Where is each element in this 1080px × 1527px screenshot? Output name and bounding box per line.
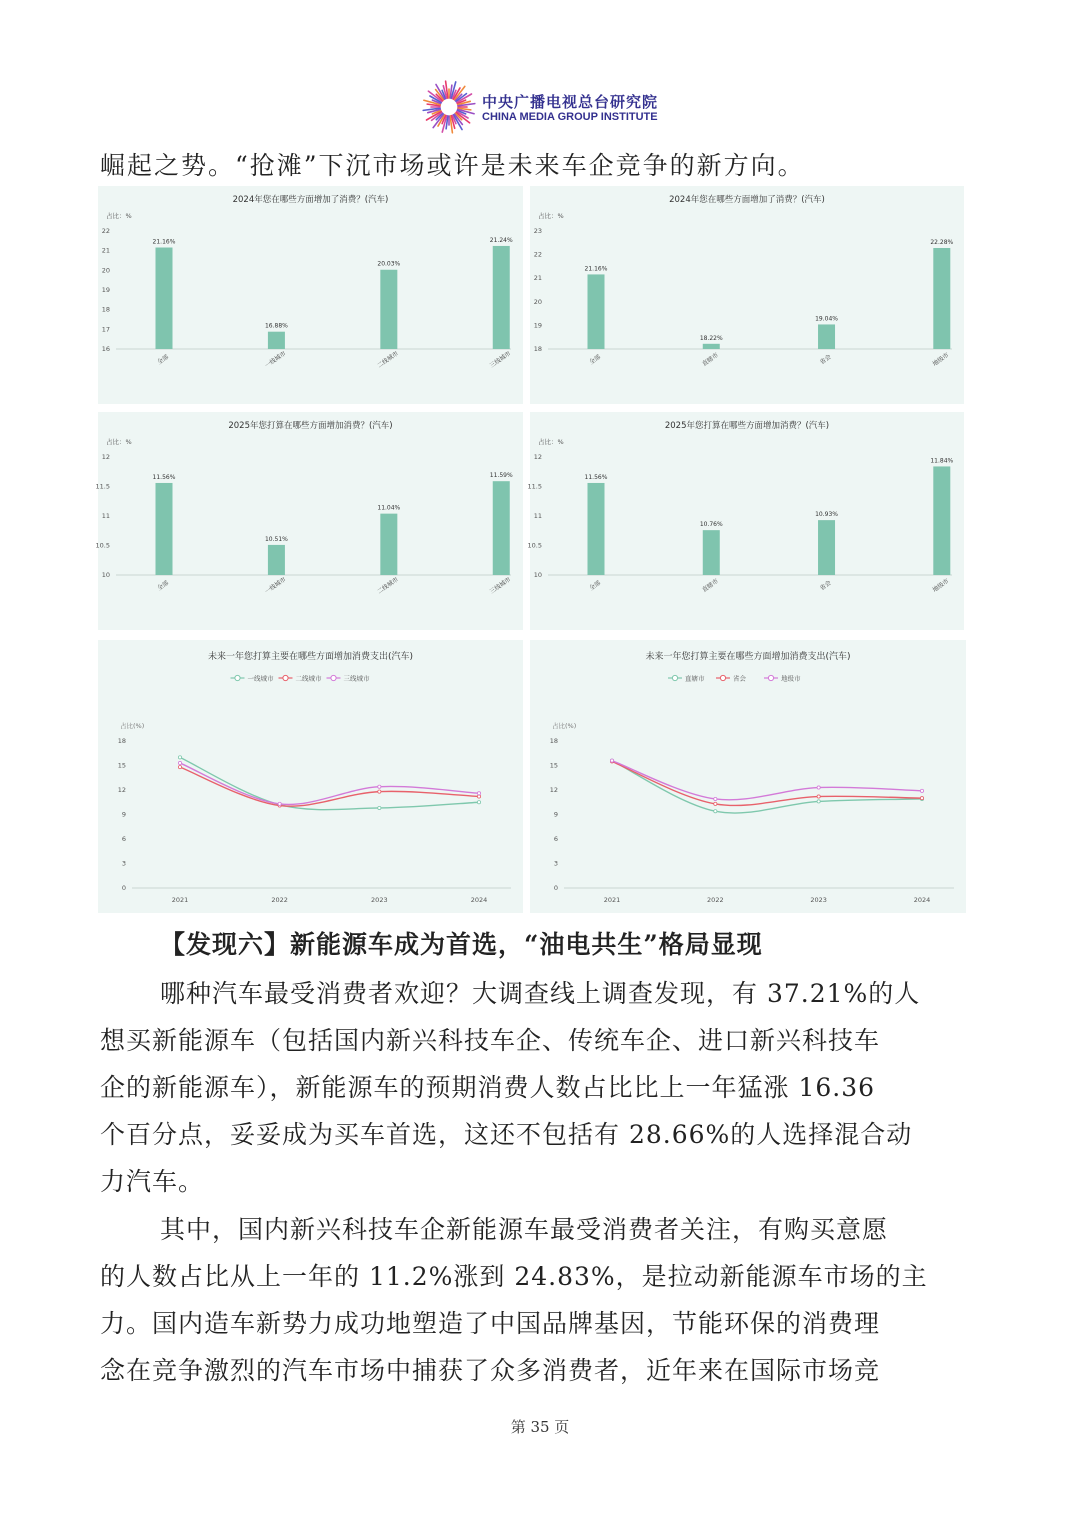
y-tick-label: 6 [121, 835, 126, 843]
series-point [278, 802, 281, 805]
y-tick-label: 21 [101, 246, 110, 255]
x-tick-label: 2021 [603, 896, 621, 904]
x-tick-label: 全部 [588, 579, 603, 593]
y-tick-label: 12 [101, 453, 110, 461]
series-line [612, 761, 922, 805]
x-tick-label: 地级市 [931, 351, 951, 368]
y-tick-label: 19 [533, 321, 542, 330]
y-tick-label: 18 [117, 737, 126, 745]
page-header [0, 78, 1080, 138]
paragraph-line: 个百分点，妥妥成为买车首选，这还不包括有 28.66%的人选择混合动 [100, 1120, 913, 1149]
y-tick-label: 10 [533, 571, 542, 579]
y-tick-label: 18 [533, 345, 542, 353]
y-tick-label: 18 [101, 305, 110, 314]
legend-marker [768, 675, 773, 680]
y-tick-label: 9 [553, 810, 558, 819]
y-axis-label: 占比：% [106, 438, 132, 446]
bar-value-label: 11.59% [489, 472, 513, 480]
x-tick-label: 2023 [810, 896, 827, 904]
y-tick-label: 15 [549, 761, 558, 770]
bar-value-label: 11.56% [584, 473, 608, 481]
bar [268, 332, 285, 349]
bar [380, 514, 397, 575]
cmg-institute-logo-icon [420, 78, 478, 136]
bar [933, 466, 950, 575]
page-number: 第 35 页 [510, 1418, 570, 1436]
legend-label: 三线城市 [343, 674, 370, 683]
paragraph-line: 念在竞争激烈的汽车市场中捕获了众多消费者，近年来在国际市场竞 [100, 1356, 881, 1385]
legend-marker [235, 675, 240, 680]
bar [703, 530, 720, 575]
series-point [477, 795, 480, 798]
x-tick-label: 2022 [271, 896, 288, 904]
y-tick-label: 22 [101, 227, 110, 235]
paragraph-line: 想买新能源车（包括国内新兴科技车企、传统车企、进口新兴科技车 [100, 1026, 881, 1055]
org-name-en: CHINA MEDIA GROUP INSTITUTE [482, 111, 658, 123]
y-axis-label: 占比：% [538, 212, 564, 220]
legend-label: 一线城市 [247, 674, 274, 683]
bar-chart-panel-4 [527, 412, 964, 630]
bar [493, 246, 510, 349]
bar [380, 270, 397, 349]
y-tick-label: 22 [533, 250, 542, 259]
series-point [378, 785, 381, 788]
legend-label: 二线城市 [295, 674, 322, 683]
x-tick-label: 全部 [588, 353, 603, 367]
bar-value-label: 19.04% [815, 315, 838, 323]
series-point [920, 797, 923, 800]
x-tick-label: 全部 [156, 579, 171, 593]
y-tick-label: 15 [117, 761, 126, 770]
paragraph-line: 哪种汽车最受消费者欢迎？大调查线上调查发现，有 37.21%的人 [160, 979, 921, 1008]
series-point [817, 800, 820, 803]
y-tick-label: 17 [101, 325, 110, 334]
y-tick-label: 11.5 [95, 482, 110, 491]
bar [818, 520, 835, 575]
bar-value-label: 10.76% [699, 521, 723, 529]
x-tick-label: 2023 [371, 896, 388, 904]
y-tick-label: 21 [533, 274, 542, 283]
y-tick-label: 16 [101, 345, 110, 353]
legend-label: 省会 [733, 674, 746, 683]
x-tick-label: 二线城市 [376, 350, 400, 370]
x-tick-label: 省会 [818, 579, 833, 593]
y-axis-label: 占比：% [538, 438, 564, 446]
y-tick-label: 9 [121, 810, 126, 819]
section-title: 【发现六】新能源车成为首选，“油电共生”格局显现 [160, 930, 763, 959]
y-tick-label: 0 [553, 884, 558, 892]
paragraph-line: 力。国内造车新势力成功地塑造了中国品牌基因，节能环保的消费理 [100, 1309, 881, 1338]
bar [588, 483, 605, 575]
bar [933, 248, 950, 349]
bar-value-label: 21.16% [584, 265, 608, 273]
series-point [817, 786, 820, 789]
x-tick-label: 2024 [470, 896, 488, 904]
legend-marker [283, 675, 288, 680]
line-chart-panel-1 [98, 640, 523, 913]
bar-value-label: 11.04% [377, 504, 401, 512]
series-point [378, 790, 381, 793]
paragraph-2 [100, 1206, 980, 1394]
bar-value-label: 22.28% [930, 238, 954, 246]
bar-chart-panel-1 [98, 186, 523, 404]
series-point [378, 806, 381, 809]
bar-value-label: 11.56% [152, 473, 176, 481]
y-tick-label: 18 [549, 737, 558, 745]
series-point [178, 756, 181, 759]
bar-value-label: 16.88% [264, 322, 288, 330]
y-tick-label: 11.5 [527, 482, 542, 491]
series-line [180, 763, 479, 804]
bar-value-label: 20.03% [377, 260, 401, 268]
y-tick-label: 23 [533, 227, 542, 235]
bar [156, 483, 173, 575]
bar-chart-panel-3 [95, 412, 523, 630]
series-line [180, 767, 479, 806]
chart-title: 未来一年您打算主要在哪些方面增加消费支出(汽车) [207, 652, 414, 662]
series-point [610, 759, 613, 762]
chart-title: 2025年您打算在哪些方面增加消费？(汽车) [664, 421, 830, 431]
bar-value-label: 11.84% [930, 457, 954, 465]
bar [493, 481, 510, 575]
x-tick-label: 三线城市 [488, 576, 513, 596]
y-tick-label: 20 [101, 266, 110, 275]
x-tick-label: 2024 [913, 896, 931, 904]
bar [818, 324, 835, 349]
bar-value-label: 21.24% [489, 236, 513, 244]
series-point [714, 797, 717, 800]
series-line [612, 761, 922, 800]
paragraph-line: 力汽车。 [100, 1167, 205, 1196]
bar [703, 344, 720, 349]
y-tick-label: 20 [533, 297, 542, 306]
legend-label: 直辖市 [685, 674, 705, 683]
y-tick-label: 10.5 [527, 541, 542, 550]
x-tick-label: 三线城市 [488, 350, 513, 370]
chart-title: 2024年您在哪些方面增加了消费？(汽车) [669, 195, 825, 205]
x-tick-label: 省会 [818, 353, 833, 367]
y-tick-label: 19 [101, 286, 110, 294]
series-point [817, 795, 820, 798]
y-tick-label: 3 [553, 859, 558, 868]
y-axis-label: 占比：% [106, 212, 132, 220]
legend-marker [331, 675, 336, 680]
bar-value-label: 21.16% [152, 238, 176, 246]
y-axis-label: 占比(%) [552, 722, 577, 730]
y-tick-label: 12 [533, 453, 542, 461]
y-tick-label: 10.5 [95, 541, 110, 550]
bar-chart-4 [527, 412, 964, 630]
series-point [477, 801, 480, 804]
intro-text: 崛起之势。“抢滩”下沉市场或许是未来车企竞争的新方向。 [100, 151, 805, 180]
chart-title: 未来一年您打算主要在哪些方面增加消费支出(汽车) [645, 652, 851, 662]
x-tick-label: 地级市 [931, 577, 951, 594]
series-line [180, 757, 479, 809]
chart-title: 2024年您在哪些方面增加了消费？(汽车) [232, 195, 389, 205]
x-tick-label: 直辖市 [701, 577, 720, 594]
y-tick-label: 12 [117, 786, 126, 794]
y-tick-label: 11 [533, 512, 542, 520]
y-axis-label: 占比(%) [120, 722, 145, 730]
bar-value-label: 10.51% [264, 535, 288, 543]
paragraph-line: 其中，国内新兴科技车企新能源车最受消费者关注，有购买意愿 [160, 1215, 889, 1244]
legend-marker [720, 675, 725, 680]
paragraph-line: 企的新能源车），新能源车的预期消费人数占比比上一年猛涨 16.36 [100, 1073, 876, 1102]
series-line [612, 761, 922, 813]
bar-value-label: 10.93% [815, 511, 838, 519]
series-point [178, 761, 181, 764]
legend-label: 地级市 [781, 674, 801, 683]
bar [268, 545, 285, 575]
bar-chart-1 [98, 186, 523, 404]
series-point [178, 766, 181, 769]
bar [156, 248, 173, 349]
y-tick-label: 12 [549, 786, 558, 794]
y-tick-label: 10 [101, 571, 110, 579]
x-tick-label: 一线城市 [263, 350, 288, 370]
x-tick-label: 2021 [171, 896, 189, 904]
y-tick-label: 11 [101, 512, 110, 520]
chart-title: 2025年您打算在哪些方面增加消费？(汽车) [228, 421, 393, 431]
line-chart-2 [530, 640, 966, 913]
series-point [920, 789, 923, 792]
line-chart-panel-2 [530, 640, 966, 913]
y-tick-label: 0 [121, 884, 126, 892]
x-tick-label: 二线城市 [376, 576, 400, 596]
bar-chart-panel-2 [530, 186, 964, 404]
series-point [714, 802, 717, 805]
bar-chart-2 [530, 186, 964, 404]
series-point [477, 792, 480, 795]
series-point [714, 810, 717, 813]
y-tick-label: 3 [121, 859, 126, 868]
paragraph-line: 的人数占比从上一年的 11.2%涨到 24.83%，是拉动新能源车市场的主 [100, 1262, 928, 1291]
org-name-cn: 中央广播电视总台研究院 [482, 93, 659, 111]
x-tick-label: 直辖市 [701, 351, 720, 368]
bar-value-label: 18.22% [699, 334, 723, 342]
paragraph-1 [100, 970, 980, 1205]
bar [588, 274, 605, 349]
y-tick-label: 6 [553, 835, 558, 843]
x-tick-label: 一线城市 [263, 576, 288, 596]
line-chart-1 [98, 640, 523, 913]
bar-chart-3 [95, 412, 523, 630]
x-tick-label: 全部 [156, 353, 171, 367]
legend-marker [672, 675, 677, 680]
x-tick-label: 2022 [707, 896, 724, 904]
